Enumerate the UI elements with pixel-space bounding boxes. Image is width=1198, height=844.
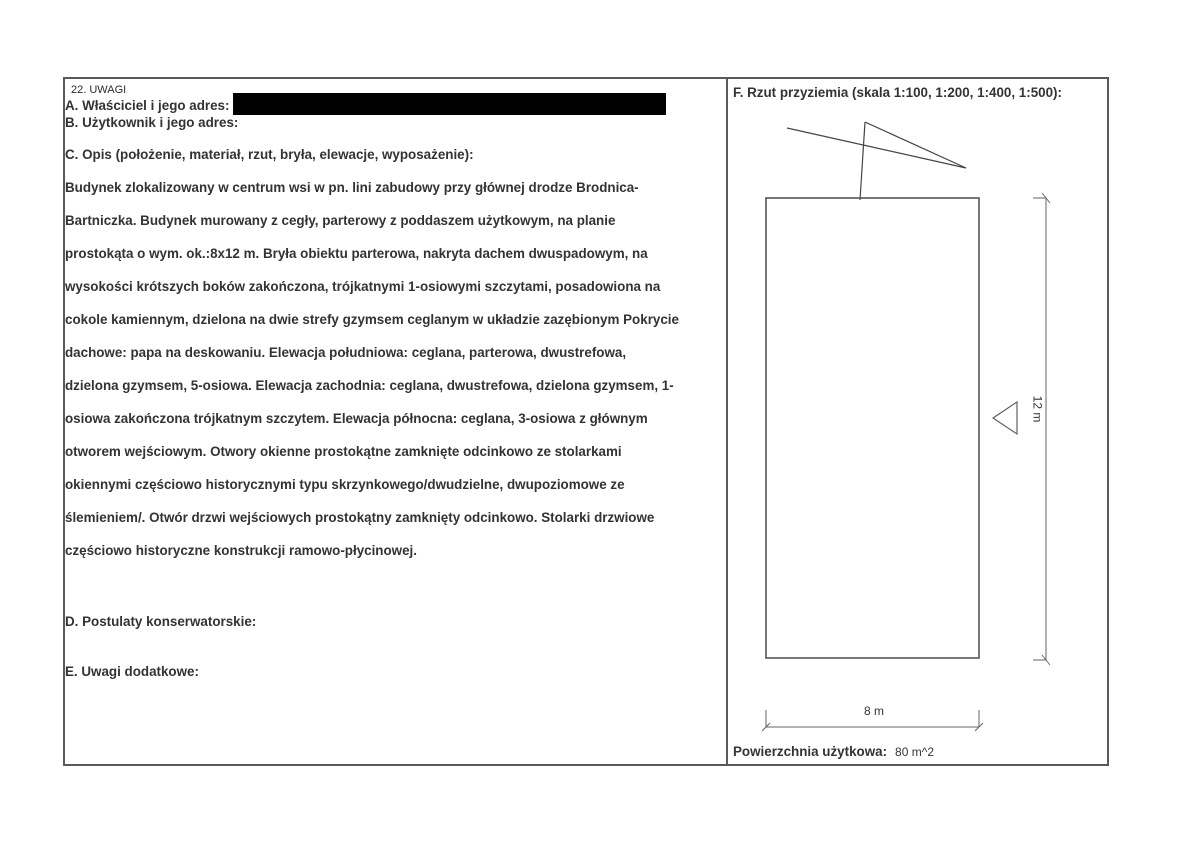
- description-line: otworem wejściowym. Otwory okienne prostokątne zamknięte odcinkowo ze stolarkami: [65, 443, 622, 459]
- remarks-column: [65, 79, 725, 681]
- floor-plan-title: F. Rzut przyziemia (skala 1:100, 1:200, 1:400, 1:500):: [733, 85, 1062, 100]
- description-line: osiowa zakończona trójkatnym szczytem. Elewacja północna: ceglana, 3-osiowa z głównym: [65, 410, 648, 426]
- description-line: okiennymi częściowo historycznymi typu skrzynkowego/dwudzielne, dwupoziomowe ze: [65, 476, 625, 492]
- description-line: dzielona gzymsem, 5-osiowa. Elewacja zachodnia: ceglana, dwustrefowa, dzielona gzymsem, 1-: [65, 377, 674, 393]
- description-line: Budynek zlokalizowany w centrum wsi w pn. lini zabudowy przy głównej drodze Brodnica-: [65, 179, 639, 195]
- postulates-label: D. Postulaty konserwatorskie:: [65, 613, 257, 629]
- description-line: dachowe: papa na deskowaniu. Elewacja południowa: ceglana, parterowa, dwustrefowa,: [65, 344, 627, 360]
- north-arrow-icon: [787, 122, 966, 200]
- description-line: częściowo historyczne konstrukcji ramowo-płycinowej.: [65, 542, 417, 558]
- description-body: [65, 163, 727, 576]
- building-outline: [766, 198, 979, 658]
- remarks-label: E. Uwagi dodatkowe:: [65, 664, 199, 679]
- owner-label: A. Właściciel i jego adres:: [65, 97, 230, 113]
- section-number: 22. UWAGI: [71, 84, 127, 96]
- description-line: prostokąta o wym. ok.:8x12 m. Bryła obiektu parterowa, nakryta dachem dwuspadowym, na: [65, 245, 648, 261]
- description-line: cokole kamiennym, dzielona na dwie strefy gzymsem ceglanym w układzie zazębionym Pokrycie: [65, 311, 679, 327]
- owner-row: [65, 97, 725, 115]
- entrance-triangle-icon: [993, 402, 1017, 434]
- height-dimension-line: [1033, 193, 1050, 665]
- description-line: wysokości krótszych boków zakończona, trójkatnymi 1-osiowymi szczytami, posadowiona na: [65, 278, 661, 294]
- description-line: Bartniczka. Budynek murowany z cegły, parterowy z poddaszem użytkowym, na planie: [65, 212, 616, 228]
- redacted-owner-address: [233, 93, 666, 115]
- height-dimension-label: 12 m: [1030, 395, 1045, 423]
- width-dimension-label: 8 m: [864, 704, 885, 718]
- user-label: B. Użytkownik i jego adres:: [65, 115, 239, 130]
- usable-area-row: [733, 744, 934, 759]
- usable-area-value: 80 m^2: [895, 745, 935, 759]
- floor-plan-drawing: [728, 79, 1108, 769]
- description-line: ślemieniem/. Otwór drzwi wejściowych prostokątny zamknięty odcinkowo. Stolarki drzwiowe: [65, 509, 655, 525]
- description-label: C. Opis (położenie, materiał, rzut, bryła, elewacje, wyposażenie):: [65, 146, 474, 162]
- usable-area-label: Powierzchnia użytkowa:: [733, 744, 888, 759]
